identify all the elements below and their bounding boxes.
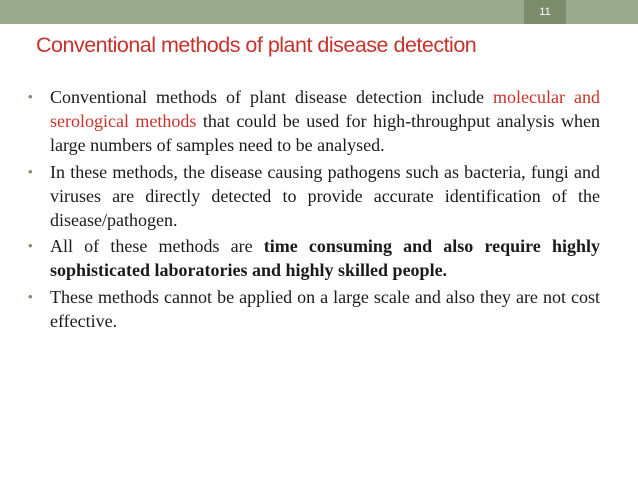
- highlighted-text: molecular and serological methods: [50, 87, 600, 132]
- bullet-icon: •: [28, 163, 33, 179]
- bullet-list: [28, 85, 600, 335]
- slide-title: Conventional methods of plant disease detection: [36, 33, 477, 57]
- bullet-icon: •: [28, 238, 33, 254]
- bullet-text: that could be used for high-throughput analysis when large numbers of samples need to be analysed.: [50, 111, 600, 156]
- bullet-item: [28, 160, 600, 233]
- bold-text: time consuming and also require highly sophisticated laboratories and highly skilled people.: [50, 236, 600, 281]
- header-bar: [0, 0, 638, 24]
- bullet-text: Conventional methods of plant disease detection include: [50, 87, 494, 107]
- page-number: 11: [539, 6, 551, 18]
- bullet-text: In these methods, the disease causing pathogens such as bacteria, fungi and viruses are directly detected to provide accurate identification of the disease/pathogen.: [50, 161, 600, 231]
- bullet-text: These methods cannot be applied on a large scale and also they are not cost effective.: [50, 286, 600, 331]
- bullet-text: All of these methods are: [50, 236, 264, 257]
- bullet-icon: •: [28, 89, 33, 104]
- bullet-item: [28, 85, 600, 158]
- bullet-item: [28, 234, 600, 282]
- bullet-item: [28, 285, 600, 333]
- page-number-badge: [524, 0, 566, 24]
- bullet-icon: •: [28, 288, 33, 304]
